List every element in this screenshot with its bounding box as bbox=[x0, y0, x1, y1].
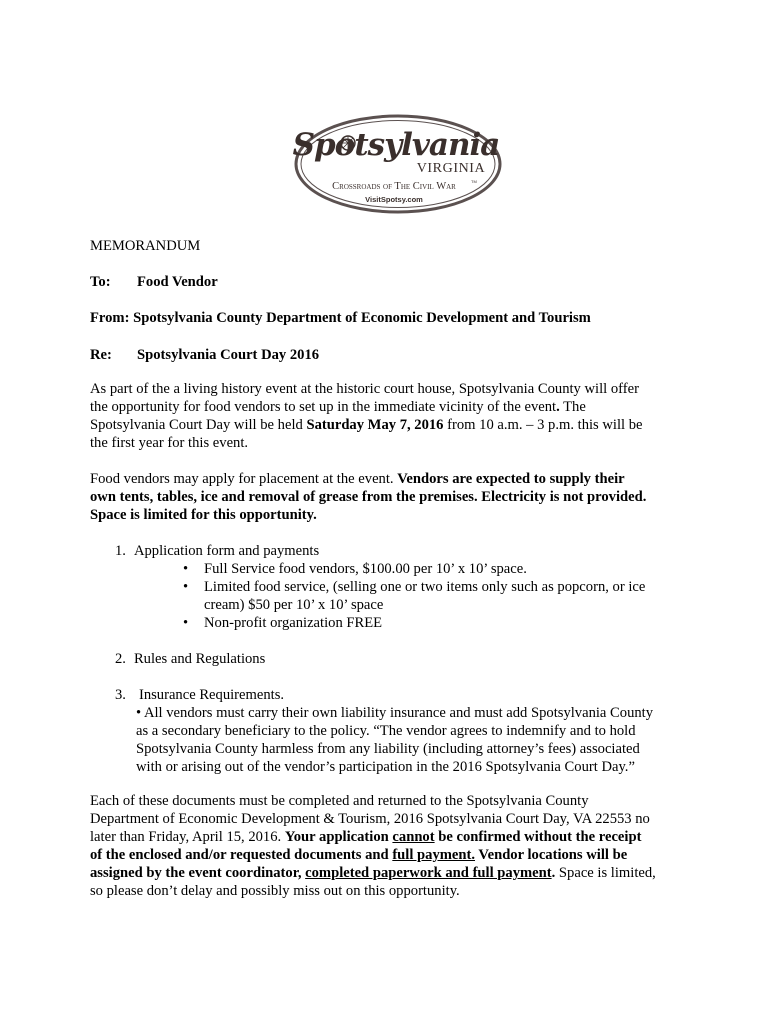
event-date: Saturday May 7, 2016 bbox=[306, 417, 444, 433]
closing-line-1: Each of these documents must be completed and returned to the Spotsylvania County bbox=[90, 793, 589, 809]
from-line bbox=[90, 309, 591, 327]
logo-tagline: Crossroads of The Civil War bbox=[332, 181, 456, 192]
intro-line-3 bbox=[90, 416, 643, 434]
intro-line-1: As part of the a living history event at the historic court house, Spotsylvania County will offer bbox=[90, 381, 639, 397]
intro-line-3-text: Spotsylvania Court Day will be held bbox=[90, 417, 307, 433]
memo-heading: MEMORANDUM bbox=[90, 238, 201, 254]
intro-line-4: the first year for this event. bbox=[90, 435, 249, 451]
closing-cannot: cannot bbox=[392, 829, 435, 845]
intro-line-2-period: . bbox=[556, 399, 560, 415]
bullet-text-2: Limited food service, (selling one or two items only such as popcorn, or ice bbox=[204, 579, 646, 595]
list-item-3 bbox=[115, 686, 284, 704]
closing-line-5-period: . bbox=[551, 865, 556, 881]
from-label: From: bbox=[90, 310, 130, 326]
logo-trademark: TM bbox=[471, 179, 477, 184]
re-line bbox=[90, 346, 319, 364]
vendors-line-1-text: Food vendors may apply for placement at the event. bbox=[90, 471, 398, 487]
list-item-1 bbox=[115, 542, 319, 560]
closing-line-4-text: of the enclosed and/or requested documents and bbox=[90, 847, 393, 863]
bullet-1: • bbox=[183, 561, 189, 577]
to-label: To: bbox=[90, 274, 111, 290]
insurance-line-2: as a secondary beneficiary to the policy. “The vendor agrees to indemnify and to hold bbox=[136, 723, 636, 739]
logo-state: VIRGINIA bbox=[416, 161, 486, 176]
list-item-3-label: Insurance Requirements. bbox=[138, 687, 285, 703]
list-item-1-number: 1. bbox=[115, 543, 126, 559]
closing-line-3-text: later than Friday, April 15, 2016. bbox=[90, 829, 285, 845]
closing-full-payment: full payment. bbox=[392, 847, 476, 863]
closing-line-5-tail: Space is limited, bbox=[555, 865, 656, 881]
closing-completed-paperwork: completed paperwork and full payment bbox=[305, 865, 552, 881]
vendors-line-1 bbox=[90, 470, 625, 488]
closing-line-3-bold: Your application bbox=[284, 829, 393, 845]
list-item-3-number: 3. bbox=[115, 687, 126, 703]
insurance-line-1: • All vendors must carry their own liability insurance and must add Spotsylvania County bbox=[136, 705, 654, 721]
insurance-line-4: with or arising out of the vendor’s participation in the 2016 Spotsylvania Court Day.” bbox=[136, 759, 635, 775]
bullet-text-1: Full Service food vendors, $100.00 per 10’ x 10’ space. bbox=[204, 561, 527, 577]
intro-line-2-tail: The bbox=[559, 399, 586, 415]
vendors-line-2: own tents, tables, ice and removal of grease from the premises. Electricity is not provided. bbox=[90, 489, 647, 505]
closing-line-3-tail: be confirmed without the receipt bbox=[434, 829, 642, 845]
vendors-line-1-bold: Vendors are expected to supply their bbox=[397, 471, 625, 487]
closing-line-5 bbox=[90, 864, 656, 882]
list-item-2 bbox=[115, 650, 265, 668]
list-item-2-label: Rules and Regulations bbox=[133, 651, 266, 667]
bullet-text-2-cont: cream) $50 per 10’ x 10’ space bbox=[204, 597, 384, 613]
closing-line-5-text: assigned by the event coordinator, bbox=[90, 865, 306, 881]
intro-line-3-tail: from 10 a.m. – 3 p.m. this will be bbox=[443, 417, 643, 433]
bullet-3: • bbox=[183, 615, 189, 631]
list-item-1-label: Application form and payments bbox=[133, 543, 320, 559]
bullet-text-3: Non-profit organization FREE bbox=[204, 615, 383, 631]
logo-seal-graphic bbox=[293, 113, 503, 215]
logo-name: Spotsylvania bbox=[293, 127, 500, 163]
logo-website: VisitSpotsy.com bbox=[365, 195, 423, 204]
re-value: Spotsylvania Court Day 2016 bbox=[137, 347, 320, 363]
closing-line-3 bbox=[90, 828, 641, 846]
to-value: Food Vendor bbox=[137, 274, 218, 290]
re-label: Re: bbox=[90, 347, 112, 363]
from-value: Spotsylvania County Department of Economic Development and Tourism bbox=[133, 310, 591, 326]
spotsylvania-logo bbox=[293, 113, 503, 215]
closing-line-4-tail: Vendor locations will be bbox=[475, 847, 628, 863]
vendors-line-3: Space is limited for this opportunity. bbox=[90, 507, 317, 523]
list-item-2-number: 2. bbox=[115, 651, 126, 667]
closing-line-6: so please don’t delay and possibly miss out on this opportunity. bbox=[90, 883, 460, 899]
insurance-line-3: Spotsylvania County harmless from any liability (including attorney’s fees) associated bbox=[136, 741, 640, 757]
intro-line-2-text: the opportunity for food vendors to set up in the immediate vicinity of the event bbox=[90, 399, 557, 415]
bullet-2: • bbox=[183, 579, 189, 595]
closing-line-4 bbox=[90, 846, 627, 864]
closing-line-2: Department of Economic Development & Tourism, 2016 Spotsylvania Court Day, VA 22553 no bbox=[90, 811, 650, 827]
to-line bbox=[90, 273, 218, 291]
intro-line-2 bbox=[90, 398, 586, 416]
